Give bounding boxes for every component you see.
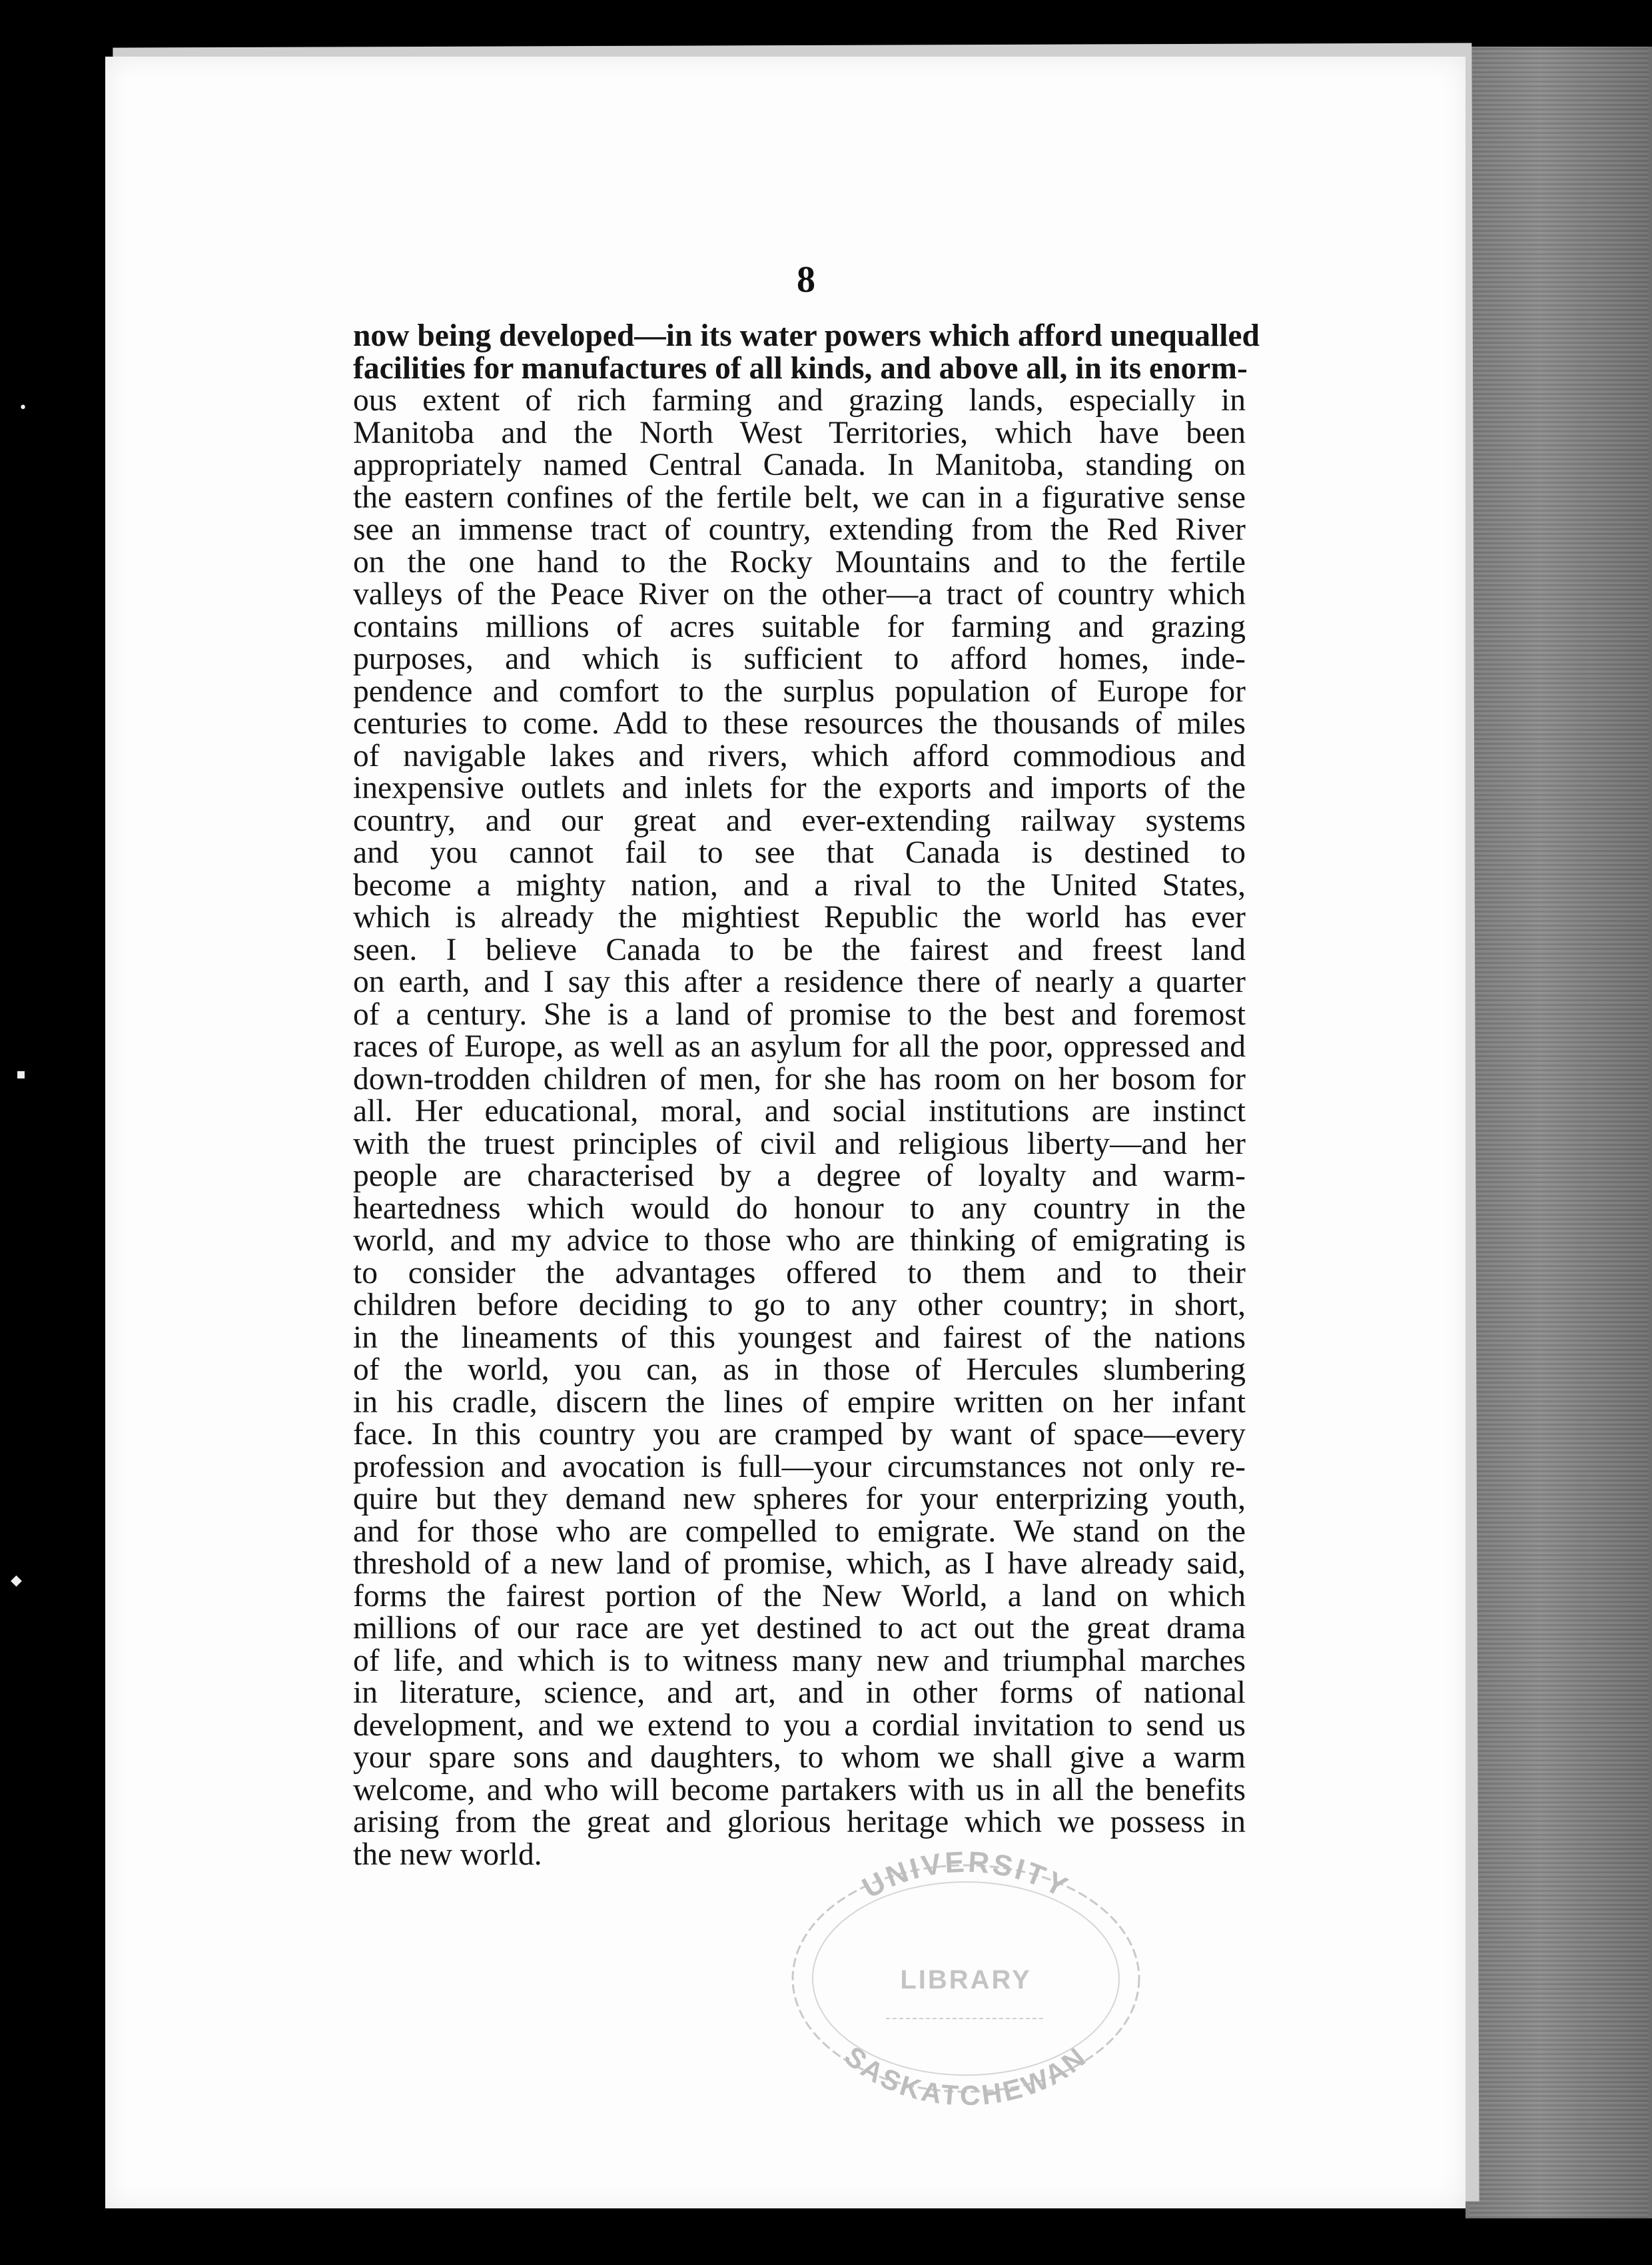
- margin-speck: ◆: [11, 1572, 22, 1589]
- book-edge-texture: [1469, 47, 1649, 2218]
- library-stamp: [753, 1825, 1179, 2105]
- text-line: in literature, science, and art, and in other forms of national: [353, 1675, 1246, 1710]
- text-line: forms the fairest portion of the New World, a land on which: [353, 1578, 1246, 1613]
- text-line: races of Europe, as well as an asylum for all the poor, oppressed and: [353, 1029, 1246, 1064]
- text-line: and for those who are compelled to emigrate. We stand on the: [353, 1514, 1246, 1549]
- text-line: quire but they demand new spheres for your enterprizing youth,: [353, 1482, 1246, 1516]
- text-line: with the truest principles of civil and religious liberty—and her: [353, 1126, 1246, 1161]
- text-line: in the lineaments of this youngest and fairest of the nations: [353, 1320, 1246, 1355]
- stamp-bottom-text: SASKATCHEWAN: [838, 2040, 1094, 2105]
- text-line: all. Her educational, moral, and social institutions are instinct: [353, 1094, 1246, 1129]
- text-line: see an immense tract of country, extending from the Red River: [353, 512, 1246, 547]
- margin-speck: ▪: [16, 1066, 26, 1083]
- text-line: children before deciding to go to any other country; in short,: [353, 1288, 1246, 1322]
- text-line: millions of our race are yet destined to act out the great drama: [353, 1611, 1246, 1645]
- text-line: contains millions of acres suitable for farming and grazing: [353, 609, 1246, 644]
- text-line: development, and we extend to you a cordial invitation to send us: [353, 1707, 1246, 1743]
- text-line: country, and our great and ever-extending railway systems: [353, 803, 1246, 838]
- text-line: down-trodden children of men, for she has room on her bosom for: [353, 1061, 1246, 1097]
- text-line: Manitoba and the North West Territories, which have been: [353, 415, 1246, 450]
- text-line: purposes, and which is sufficient to afford homes, inde-: [353, 642, 1246, 676]
- text-line: ous extent of rich farming and grazing lands, especially in: [353, 383, 1246, 418]
- stamp-top-text: UNIVERSITY: [857, 1845, 1075, 1905]
- text-line: now being developed—in its water powers which afford unequalled: [353, 318, 1260, 353]
- text-line: which is already the mightiest Republic the world has ever: [353, 900, 1246, 935]
- text-line: appropriately named Central Canada. In Manitoba, standing on: [353, 448, 1246, 482]
- text-line: and you cannot fail to see that Canada is destined to: [353, 835, 1246, 870]
- text-line: your spare sons and daughters, to whom we shall give a warm: [353, 1740, 1246, 1775]
- text-line: heartedness which would do honour to any country in the: [353, 1190, 1246, 1226]
- text-line: of life, and which is to witness many new and triumphal marches: [353, 1643, 1246, 1678]
- text-line: threshold of a new land of promise, which, as I have already said,: [353, 1546, 1246, 1581]
- text-line: become a mighty nation, and a rival to the United States,: [353, 867, 1246, 903]
- text-line: centuries to come. Add to these resources the thousands of miles: [353, 706, 1246, 741]
- text-line: of the world, you can, as in those of Hercules slumbering: [353, 1352, 1246, 1387]
- text-line: on the one hand to the Rocky Mountains and to the fertile: [353, 544, 1246, 580]
- text-line: profession and avocation is full—your circumstances not only re-: [353, 1449, 1246, 1484]
- margin-speck: •: [19, 400, 27, 416]
- text-line: valleys of the Peace River on the other—a tract of country which: [353, 577, 1246, 612]
- text-line: of navigable lakes and rivers, which afford commodious and: [353, 738, 1246, 773]
- text-line: on earth, and I say this after a residence there of nearly a quarter: [353, 965, 1246, 999]
- page-number: 8: [797, 259, 815, 300]
- text-line: in his cradle, discern the lines of empire written on her infant: [353, 1384, 1246, 1420]
- text-line: inexpensive outlets and inlets for the exports and imports of the: [353, 771, 1246, 805]
- text-line: the eastern confines of the fertile belt, we can in a figurative sense: [353, 480, 1246, 515]
- text-line: of a century. She is a land of promise to the best and foremost: [353, 997, 1246, 1032]
- text-line: arising from the great and glorious heritage which we possess in: [353, 1805, 1246, 1839]
- text-line: facilities for manufactures of all kinds, and above all, in its enorm-: [353, 350, 1248, 386]
- stamp-middle-text: LIBRARY: [900, 1965, 1032, 1995]
- text-line: pendence and comfort to the surplus population of Europe for: [353, 674, 1246, 709]
- text-line: face. In this country you are cramped by want of space—every: [353, 1417, 1246, 1452]
- text-line: seen. I believe Canada to be the fairest and freest land: [353, 932, 1246, 967]
- text-line: world, and my advice to those who are thinking of emigrating is: [353, 1223, 1246, 1258]
- text-line: to consider the advantages offered to them and to their: [353, 1255, 1246, 1290]
- text-line: the new world.: [353, 1837, 542, 1872]
- body-text: [353, 318, 1260, 1872]
- text-line: welcome, and who will become partakers with us in all the benefits: [353, 1772, 1246, 1807]
- text-line: people are characterised by a degree of loyalty and warm-: [353, 1158, 1246, 1193]
